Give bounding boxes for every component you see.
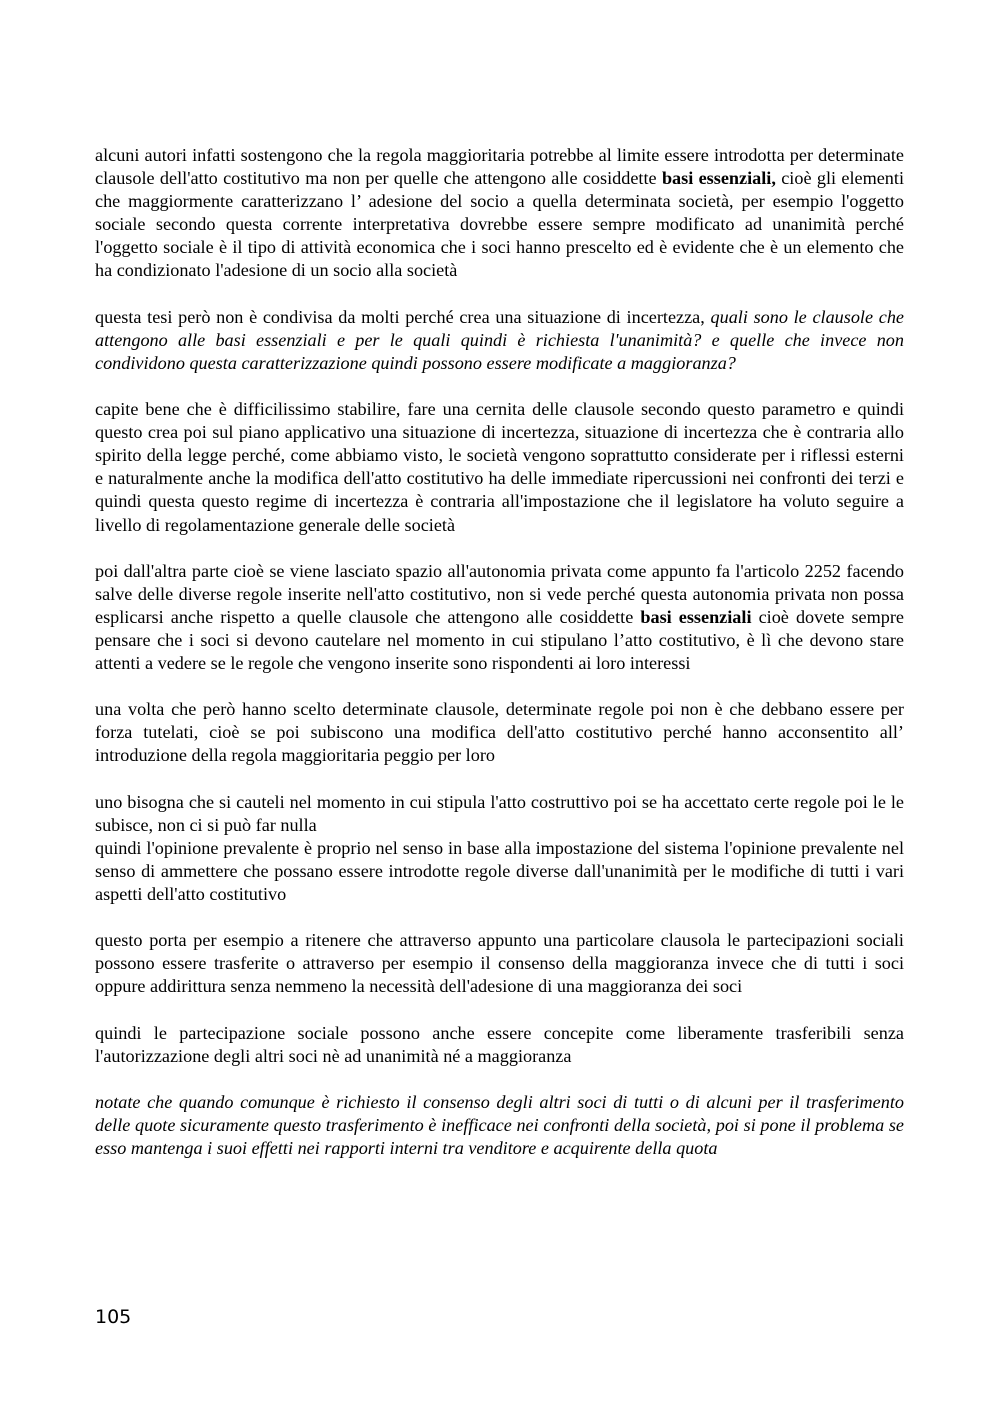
text-run: uno bisogna che si cauteli nel momento in cui stipula l'atto costruttivo poi se ha accettato certe regole poi le le subisce, non ci si può far nulla — [95, 791, 904, 835]
text-run: notate che quando comunque è richiesto il consenso degli altri soci di tutti o di alcuni per il trasferimento delle quote sicuramente questo trasferimento è inefficace nei confronti della società, poi si pone il problema se esso mantenga i suoi effetti nei rapporti interni tra venditore e acquirente della quota — [95, 1091, 904, 1159]
text-run: cioè dovete sempre pensare che i soci si devono cautelare nel momento in cui stipulano l’atto costitutivo, è lì che devono stare attenti a vedere se le regole che vengono inserite sono rispondenti ai loro interessi — [95, 606, 905, 674]
paragraph-share-transfer-clause — [95, 929, 904, 998]
italic-question: quali sono le clausole che attengono alle basi essenziali e per le quali quindi è richiesta l'unanimità? e quelle che invece non condividono questa caratterizzazione quindi possono essere modificate a maggioranza? — [95, 306, 904, 373]
text-run: poi dall'altra parte cioè se viene lasciato spazio all'autonomia privata come appunto fa l'articolo 2252 facendo salve delle diverse regole inserite nell'atto costitutivo, non si vede perché questa autonomia privata non possa esplicarsi anche rispetto a quelle clausole che attengono alle cosiddette — [95, 560, 904, 627]
paragraph-prevailing-opinion — [95, 837, 904, 906]
text-run: questa tesi però non è condivisa da molti perché crea una situazione di incertezza, — [95, 306, 711, 327]
page-number: 105 — [95, 1306, 132, 1328]
bold-term-basi-essenziali: basi essenziali, — [661, 168, 776, 189]
paragraph-consent-note — [95, 1091, 904, 1160]
text-run: quindi le partecipazione sociale possono anche essere concepite come liberamente trasferibili senza l'autorizzazione degli altri soci nè ad unanimità né a maggioranza — [95, 1022, 904, 1066]
text-run: quindi l'opinione prevalente è proprio nel senso in base alla impostazione del sistema l'opinione prevalente nel senso di ammettere che possano essere introdotte regole diverse dall'unanimità per le modifiche di tutti i vari aspetti dell'atto costitutivo — [95, 837, 904, 904]
document-page — [95, 144, 904, 1160]
paragraph-basi-essenziali-thesis — [95, 144, 904, 283]
paragraph-free-transferability — [95, 1022, 904, 1068]
text-run: cioè gli elementi che maggiormente caratterizzano l’ adesione del socio a quella determinata società, per esempio l'oggetto sociale secondo questa corrente interpretativa dovrebbe essere sempre modificato ad unanimità perché l'oggetto sociale è il tipo di attività economica che i soci hanno prescelto ed è evidente che è un elemento che ha condizionato l'adesione di un socio alla società — [95, 168, 905, 281]
text-run: alcuni autori infatti sostengono che la regola maggioritaria potrebbe al limite essere introdotta per determinate clausole dell'atto costitutivo ma non per quelle che attengono alle cosiddette — [95, 145, 904, 189]
text-run: capite bene che è difficilissimo stabilire, fare una cernita delle clausole secondo questo parametro e quindi questo crea poi sul piano applicativo una situazione di incertezza, situazione di incertezza che è contraria allo spirito della legge perché, come abbiamo visto, le società vengono soprattutto considerate per i riflessi esterni e naturalmente anche la modifica dell'atto costitutivo ha delle immediate ripercussioni nei confronti dei terzi e quindi questa questo regime di incertezza è contraria all'impostazione che il legislatore ha voluto seguire a livello di regolamentazione generale delle società — [95, 399, 904, 535]
bold-term-basi-essenziali: basi essenziali — [640, 606, 752, 627]
text-run: questo porta per esempio a ritenere che attraverso appunto una particolare clausola le partecipazioni sociali possono essere trasferite o attraverso per esempio il consenso della maggioranza invece che di tutti i soci oppure addirittura senza nemmeno la necessità dell'adesione di una maggioranza dei soci — [95, 930, 904, 997]
paragraph-private-autonomy — [95, 560, 904, 675]
paragraph-chosen-clauses — [95, 698, 904, 767]
paragraph-uncertainty — [95, 398, 904, 537]
paragraph-self-protection — [95, 791, 904, 837]
paragraph-criticism — [95, 306, 904, 375]
text-run: una volta che però hanno scelto determinate clausole, determinate regole poi non è che debbano essere per forza tutelati, cioè se poi subiscono una modifica dell'atto costitutivo perché hanno acconsentito all’ introduzione della regola maggioritaria peggio per loro — [95, 699, 904, 766]
